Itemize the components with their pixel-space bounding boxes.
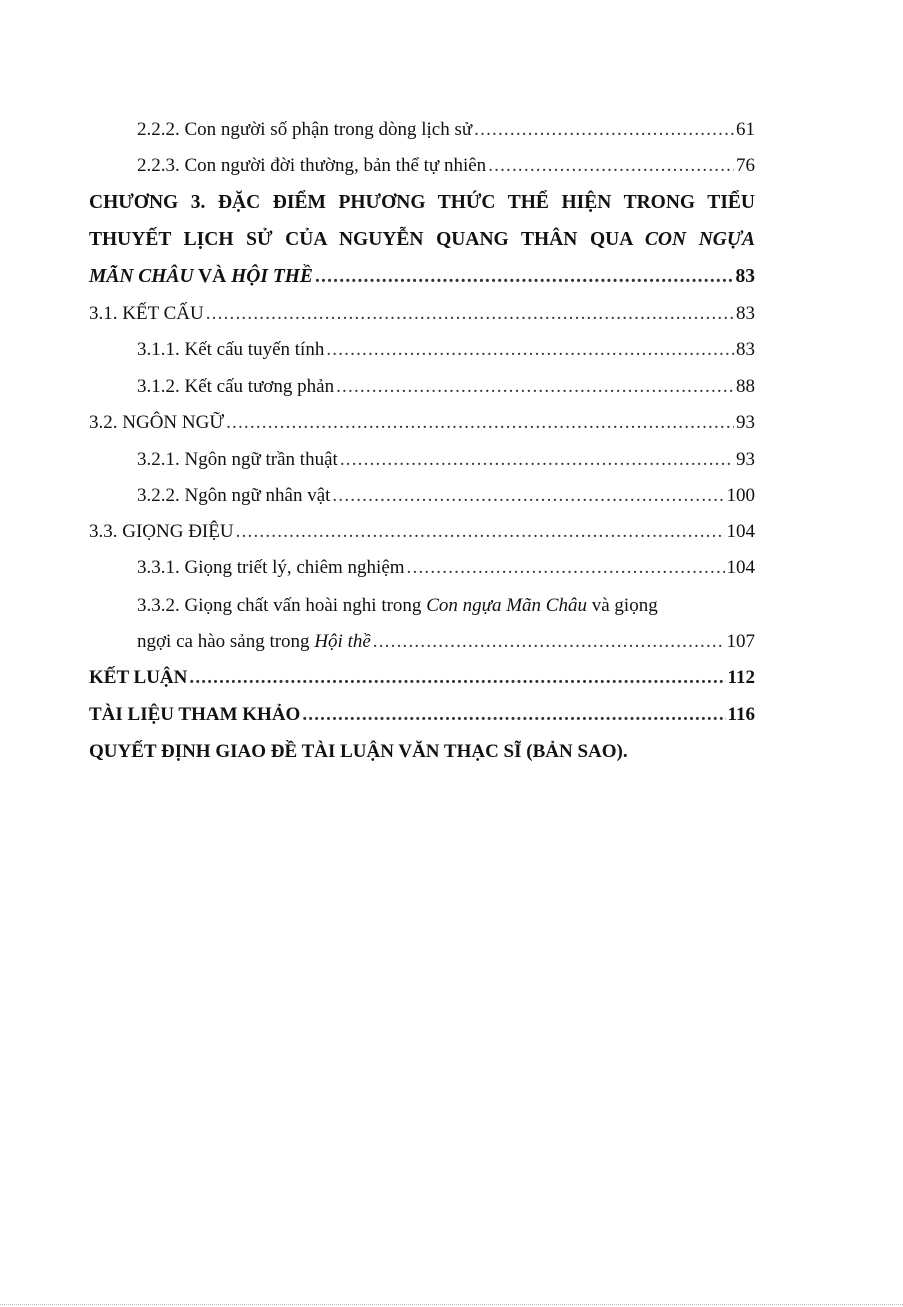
- chapter-3-title-italic: CON NGỰA: [644, 229, 755, 250]
- toc-entry-title: 3.2. NGÔN NGỮ: [89, 412, 225, 433]
- toc-entry-page: 116: [727, 704, 755, 725]
- toc-entry-page: 83: [736, 339, 755, 360]
- dot-leader: [336, 368, 734, 405]
- toc-entry-title: 2.2.2. Con người số phận trong dòng lịch sử: [137, 119, 473, 140]
- toc-entry-title: 3.2.1. Ngôn ngữ trần thuật: [137, 449, 338, 470]
- toc-entry-title: 2.2.3. Con người đời thường, bản thể tự nhiên: [137, 155, 487, 176]
- dot-leader: [340, 441, 734, 478]
- toc-entry-page: 104: [726, 557, 755, 578]
- toc-entry-page: 61: [736, 119, 755, 140]
- dot-leader: [189, 659, 725, 696]
- dot-leader: [407, 549, 725, 586]
- toc-entry-3-1-1[interactable]: [137, 331, 755, 368]
- toc-entry-title-italic: Con ngựa Mãn Châu: [426, 595, 587, 616]
- dot-leader: [373, 623, 725, 660]
- toc-entry-3-3-1[interactable]: [137, 549, 755, 586]
- chapter-3-title-italic: HỘI THỀ: [231, 266, 313, 287]
- toc-entry-references[interactable]: [89, 696, 755, 733]
- toc-entry-page: 93: [736, 412, 755, 433]
- toc-entry-title-part: ngợi ca hào sảng trong: [137, 631, 315, 652]
- toc-entry-title: 3.3.2. Giọng chất vấn hoài nghi trong: [137, 595, 427, 616]
- toc-entry-2-2-3[interactable]: [137, 147, 755, 184]
- toc-entry-3-3-2-line-1[interactable]: [137, 587, 755, 624]
- dot-leader: [206, 295, 734, 332]
- toc-entry-title: và giọng: [586, 595, 658, 616]
- chapter-3-title-part: THUYẾT LỊCH SỬ CỦA NGUYỄN QUANG THÂN QUA: [89, 229, 645, 250]
- toc-entry-title: TÀI LIỆU THAM KHẢO: [89, 704, 301, 725]
- toc-entry-3-2[interactable]: [89, 404, 755, 441]
- dot-leader: [332, 477, 724, 514]
- dot-leader: [236, 513, 725, 550]
- toc-entry-title: 3.3.1. Giọng triết lý, chiêm nghiệm: [137, 557, 405, 578]
- toc-entry-page: 88: [736, 376, 755, 397]
- toc-chapter-3-line-1[interactable]: [89, 184, 755, 221]
- toc-entry-page: 104: [726, 521, 755, 542]
- toc-entry-2-2-2[interactable]: [137, 111, 755, 148]
- toc-entry-page: 76: [736, 155, 755, 176]
- toc-chapter-3-line-2[interactable]: [89, 221, 755, 258]
- chapter-3-title-part: CHƯƠNG 3. ĐẶC ĐIỂM PHƯƠNG THỨC THỂ HIỆN TRONG TIỂU: [89, 192, 755, 213]
- toc-chapter-3-line-3[interactable]: [89, 258, 755, 295]
- toc-entry-3-3-2-line-2[interactable]: [137, 623, 755, 660]
- toc-entry-3-1-2[interactable]: [137, 368, 755, 405]
- toc-entry-title: 3.3. GIỌNG ĐIỆU: [89, 521, 234, 542]
- dot-leader: [488, 147, 734, 184]
- toc-entry-title: 3.1.1. Kết cấu tuyến tính: [137, 339, 325, 360]
- dot-leader: [226, 404, 734, 441]
- page-bottom-edge: [0, 1303, 903, 1305]
- toc-entry-title: 3.1.2. Kết cấu tương phản: [137, 376, 335, 397]
- dot-leader: [302, 696, 725, 733]
- toc-entry-page: 83: [735, 266, 755, 287]
- toc-entry-3-3[interactable]: [89, 513, 755, 550]
- dot-leader: [474, 111, 734, 148]
- toc-entry-3-1[interactable]: [89, 295, 755, 332]
- toc-entry-conclusion[interactable]: [89, 659, 755, 696]
- toc-entry-title: KẾT LUẬN: [89, 667, 188, 688]
- toc-entry-title: [137, 623, 371, 660]
- dot-leader: [315, 258, 734, 295]
- toc-entry-decision[interactable]: [89, 733, 755, 770]
- toc-entry-title-italic: Hội thề: [314, 631, 371, 652]
- dot-leader: [326, 331, 734, 368]
- chapter-3-title-part: VÀ: [193, 266, 232, 287]
- toc-entry-title: 3.2.2. Ngôn ngữ nhân vật: [137, 485, 331, 506]
- toc-entry-title: QUYẾT ĐỊNH GIAO ĐỀ TÀI LUẬN VĂN THẠC SĨ (BẢN SAO).: [89, 741, 628, 762]
- chapter-3-title-italic: MÃN CHÂU: [89, 266, 194, 287]
- toc-entry-title: 3.1. KẾT CẤU: [89, 303, 204, 324]
- toc-entry-page: 107: [726, 631, 755, 652]
- toc-entry-page: 93: [736, 449, 755, 470]
- toc-entry-3-2-2[interactable]: [137, 477, 755, 514]
- toc-entry-3-2-1[interactable]: [137, 441, 755, 478]
- toc-entry-title: [89, 258, 313, 295]
- toc-entry-page: 83: [736, 303, 755, 324]
- toc-entry-page: 100: [726, 485, 755, 506]
- toc-entry-page: 112: [727, 667, 755, 688]
